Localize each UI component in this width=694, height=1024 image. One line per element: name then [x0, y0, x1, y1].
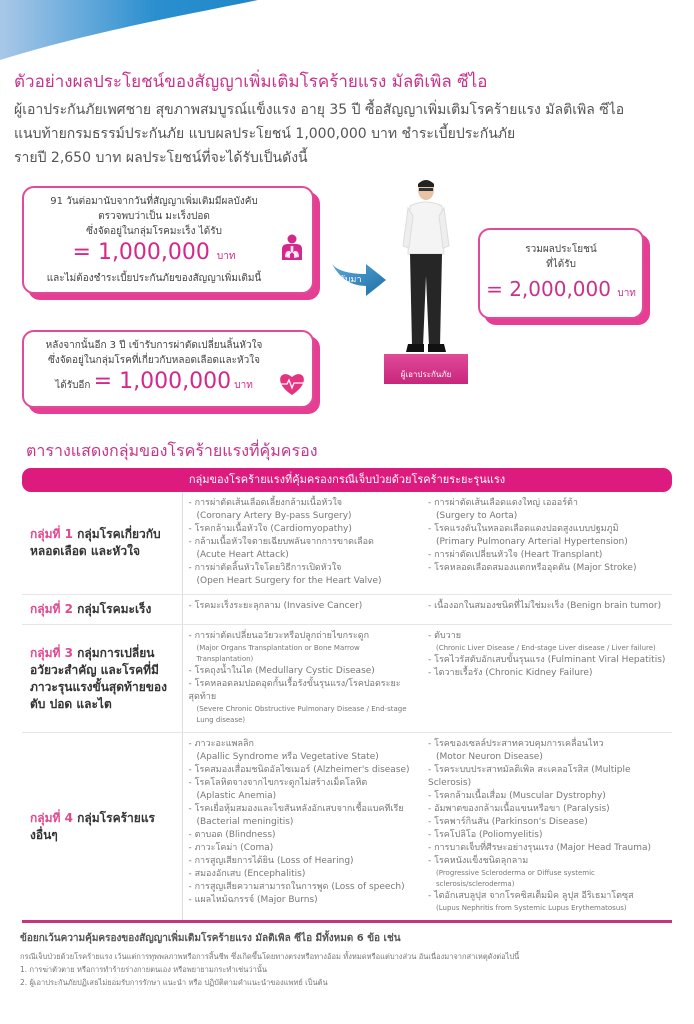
exclusion-item: 1. การฆ่าตัวตาย หรือการทำร้ายร่างกายตนเอง หรือพยายามกระทำเช่นว่านั้น [20, 965, 268, 974]
lungs-icon [280, 234, 304, 260]
benefit-amount [32, 239, 276, 271]
group-number: กลุ่มที่ 1 [30, 527, 73, 541]
disease-english-name: (Motor Neuron Disease) [436, 752, 543, 762]
benefit-box-heart [22, 330, 314, 408]
page-title: ตัวอย่างผลประโยชน์ของสัญญาเพิ่มเติมโรคร้ายแรง มัลติเพิล ซีไอ [14, 72, 488, 92]
disease-english-name: (Aplastic Anemia) [196, 791, 277, 801]
disease-item: - โรคแรงดันในหลอดเลือดแดงปอดสูงแบบปฐมภูมิ [428, 524, 619, 534]
disease-english-name: (Severe Chronic Obstructive Pulmonary Disease / End-stage Lung disease) [196, 705, 407, 724]
disease-item: - ภาวะอะแพลลิก [188, 739, 254, 749]
disease-item: - โรคไวรัสตับอักเสบขั้นรุนแรง (Fulminant Viral Hepatitis) [428, 655, 666, 665]
insured-person-group [384, 176, 468, 386]
total-benefit-box [478, 228, 644, 319]
amount-value: = 2,000,000 [486, 277, 611, 301]
exclusions-section [0, 923, 694, 1001]
table-row [22, 625, 672, 733]
disease-item: - โรคโปลิโอ (Poliomyelitis) [428, 830, 543, 840]
box-text: ตรวจพบว่าเป็น มะเร็งปอด [98, 211, 210, 222]
disease-english-name: (Primary Pulmonary Arterial Hypertension) [436, 537, 628, 547]
disease-item: - โรคโลหิตจางจากไขกระดูกไม่สร้างเม็ดโลหิต [188, 778, 368, 788]
disease-item: - ภาวะโคม่า (Coma) [188, 843, 274, 853]
exclusions-title: ข้อยกเว้นความคุ้มครองของสัญญาเพิ่มเติมโรคร้ายแรง มัลติเพิล ซีไอ มีทั้งหมด 6 ข้อ เช่น [20, 933, 401, 944]
disease-english-name: (Major Organs Transplantation or Bone Marrow Transplantation) [196, 644, 360, 663]
disease-item: - แผลไหม้ฉกรรจ์ (Major Burns) [188, 895, 318, 905]
box-text: ซึ่งจัดอยู่ในกลุ่มโรคที่เกี่ยวกับหลอดเลือดและหัวใจ [48, 355, 260, 366]
disease-list-left [182, 733, 422, 922]
disease-english-name: (Coronary Artery By-pass Surgery) [196, 511, 352, 521]
disease-item: - การผ่าตัดเส้นเลือดเลี้ยงกล้ามเนื้อหัวใจ [188, 498, 343, 508]
amount-prefix: ได้รับอีก [55, 380, 91, 391]
exclusion-item: 2. ผู้เอาประกันภัยปฏิเสธไม่ยอมรับการรักษา แนะนำ หรือ ปฏิบัติตามคำแนะนำของแพทย์ เป็นต้น [20, 978, 328, 987]
disease-item: - โรคมะเร็งระยะลุกลาม (Invasive Cancer) [188, 601, 363, 611]
box-text: ที่ได้รับ [546, 259, 576, 270]
disease-item: - โรคเยื่อหุ้มสมองและไขสันหลังอักเสบจากเชื้อแบคทีเรีย [188, 804, 404, 814]
disease-item: - โรคหลอดเลือดสมองแตกหรืออุดตัน (Major Stroke) [428, 563, 637, 573]
box-text: หลังจากนั้นอีก 3 ปี เข้ารับการผ่าตัดเปลี่ยนลิ้นหัวใจ [45, 340, 263, 351]
disease-list-right [422, 625, 672, 733]
arrow-group [330, 260, 388, 300]
disease-item: - สมองอักเสบ (Encephalitis) [188, 869, 306, 879]
disease-english-name: (Surgery to Aorta) [436, 511, 518, 521]
group-name-cell [22, 733, 182, 922]
group-name-cell [22, 625, 182, 733]
disease-item: - ไตอักเสบลูปุส จากโรคซิสเต็มมิค ลูปุส อีริเธมาโตซุส [428, 891, 634, 901]
amount-value: = 1,000,000 [93, 369, 232, 394]
disease-item: - ตับวาย [428, 631, 462, 641]
header-swoosh-decoration [0, 0, 694, 62]
heart-icon [278, 372, 306, 396]
disease-item: - โรคของเซลล์ประสาทควบคุมการเคลื่อนไหว [428, 739, 604, 749]
benefit-example-section [0, 176, 694, 434]
group-number: กลุ่มที่ 4 [30, 810, 73, 825]
total-amount [486, 276, 636, 307]
disease-item: - การสูญเสียความสามารถในการพูด (Loss of speech) [188, 882, 405, 892]
table-row [22, 733, 672, 922]
amount-unit: บาท [216, 251, 236, 262]
benefit-box-cancer [22, 186, 314, 294]
disease-item: - โรคกล้ามเนื้อเสื่อม (Muscular Dystrophy) [428, 791, 606, 801]
amount-value: = 1,000,000 [72, 240, 210, 265]
group-name-cell [22, 492, 182, 595]
disease-list-left [182, 492, 422, 595]
group-name: กลุ่มโรคร้ายแรงอื่นๆ [30, 810, 155, 842]
disease-item: - โรคหนังแข็งชนิดลุกลาม [428, 856, 529, 866]
disease-english-name: (Open Heart Surgery for the Heart Valve) [196, 576, 382, 586]
disease-item: - โรคหลอดลมปอดอุดกั้นเรื้อรังขั้นรุนแรง/โรคปอดระยะสุดท้าย [188, 679, 401, 702]
disease-english-name: (Bacterial meningitis) [196, 817, 294, 827]
coverage-table [22, 492, 672, 923]
disease-list-right [422, 492, 672, 595]
disease-item: - เนื้องอกในสมองชนิดที่ไม่ใช่มะเร็ง (Benign brain tumor) [428, 601, 662, 611]
disease-list-left [182, 625, 422, 733]
exclusions-intro: กรณีเจ็บป่วยด้วยโรคร้ายแรง เว้นแต่การทุพพลภาพหรือการสิ้นชีพ ซึ่งเกิดขึ้นโดยทางตรงหรือทางอ้อม ทั้งหมดหรือแต่บางส่วน อันเนื่องมาจากสาเหตุดังต่อไปนี้ [20, 952, 520, 961]
box-text: 91 วันต่อมานับจากวันที่สัญญาเพิ่มเติมมีผลบังคับ [50, 196, 258, 207]
disease-english-name: (Acute Heart Attack) [196, 550, 289, 560]
disease-item: - การผ่าตัดเปลี่ยนอวัยวะหรือปลูกถ่ายไขกระดูก [188, 631, 370, 641]
box-text: ซึ่งจัดอยู่ในกลุ่มโรคมะเร็ง ได้รับ [86, 226, 222, 237]
person-label: ผู้เอาประกันภัย [400, 370, 452, 379]
disease-item: - อัมพาตของกล้ามเนื้อแขนหรือขา (Paralysis) [428, 804, 610, 814]
disease-english-name: (Apallic Syndrome หรือ Vegetative State) [196, 752, 379, 762]
amount-unit: บาท [617, 288, 636, 299]
disease-list-right [422, 595, 672, 625]
disease-item: - การบาดเจ็บที่ศีรษะอย่างรุนแรง (Major Head Trauma) [428, 843, 652, 853]
disease-list-right [422, 733, 672, 922]
benefit-amount [32, 368, 276, 400]
group-name: กลุ่มการเปลี่ยนอวัยวะสำคัญ และโรคที่มีภาวะรุนแรงขั้นสุดท้ายของตับ ปอด และไต [30, 645, 167, 711]
disease-item: - ไตวายเรื้อรัง (Chronic Kidney Failure) [428, 668, 593, 678]
intro-paragraph [14, 98, 680, 170]
disease-item: - โรคกล้ามเนื้อหัวใจ (Cardiomyopathy) [188, 524, 352, 534]
intro-line: ผู้เอาประกันภัยเพศชาย สุขภาพสมบูรณ์แข็งแรง อายุ 35 ปี ซื้อสัญญาเพิ่มเติมโรคร้ายแรง มัลติเพิล ซีไอ [14, 102, 625, 118]
disease-item: - โรคระบบประสาทมัลติเพิล สะเคลอโรสิส (Multiple Sclerosis) [428, 765, 631, 788]
table-heading: ตารางแสดงกลุ่มของโรคร้ายแรงที่คุ้มครอง [26, 441, 318, 460]
table-row [22, 595, 672, 625]
group-name: กลุ่มโรคเกี่ยวกับหลอดเลือด และหัวใจ [30, 527, 161, 558]
group-name: กลุ่มโรคมะเร็ง [77, 602, 152, 616]
insured-person-figure [398, 176, 454, 361]
arrow-label: รับมา [340, 275, 362, 285]
disease-item: - การผ่าตัดเส้นเลือดแดงใหญ่ เอออร์ต้า [428, 498, 578, 508]
group-name-cell [22, 595, 182, 625]
disease-item: - โรคถุงน้ำในไต (Medullary Cystic Disease) [188, 666, 375, 676]
group-number: กลุ่มที่ 2 [30, 602, 73, 616]
box-note: และไม่ต้องชำระเบี้ยประกันภัยของสัญญาเพิ่มเติมนี้ [46, 273, 262, 284]
table-row [22, 492, 672, 595]
disease-item: - กล้ามเนื้อหัวใจตายเฉียบพลันจากการขาดเลือด [188, 537, 374, 547]
disease-english-name: (Lupus Nephritis from Systemic Lupus Erythematosus) [436, 904, 627, 912]
header-section [0, 62, 694, 170]
disease-item: - โรคพาร์กินสัน (Parkinson's Disease) [428, 817, 588, 827]
amount-unit: บาท [234, 380, 253, 391]
box-text: รวมผลประโยชน์ [525, 244, 597, 255]
disease-english-name: (Chronic Liver Disease / End-stage Liver disease / Liver failure) [436, 644, 656, 652]
disease-item: - การสูญเสียการได้ยิน (Loss of Hearing) [188, 856, 354, 866]
table-banner: กลุ่มของโรคร้ายแรงที่คุ้มครองกรณีเจ็บป่วยด้วยโรคร้ายระยะรุนแรง [22, 468, 672, 492]
coverage-section [0, 440, 694, 923]
disease-item: - การผ่าตัดลิ้นหัวใจโดยวิธีการเปิดหัวใจ [188, 563, 342, 573]
group-number: กลุ่มที่ 3 [30, 645, 73, 660]
disease-list-left [182, 595, 422, 625]
disease-item: - ตาบอด (Blindness) [188, 830, 276, 840]
intro-line: แนบท้ายกรมธรรม์ประกันภัย แบบผลประโยชน์ 1,000,000 บาท ชำระเบี้ยประกันภัย [14, 126, 516, 142]
disease-english-name: (Progressive Scleroderma or Diffuse systemic sclerosis/scleroderma) [436, 869, 595, 888]
intro-line: รายปี 2,650 บาท ผลประโยชน์ที่จะได้รับเป็นดังนี้ [14, 150, 308, 166]
disease-item: - โรคสมองเสื่อมชนิดอัลไซเมอร์ (Alzheimer's disease) [188, 765, 410, 775]
disease-item: - การผ่าตัดเปลี่ยนหัวใจ (Heart Transplant) [428, 550, 603, 560]
